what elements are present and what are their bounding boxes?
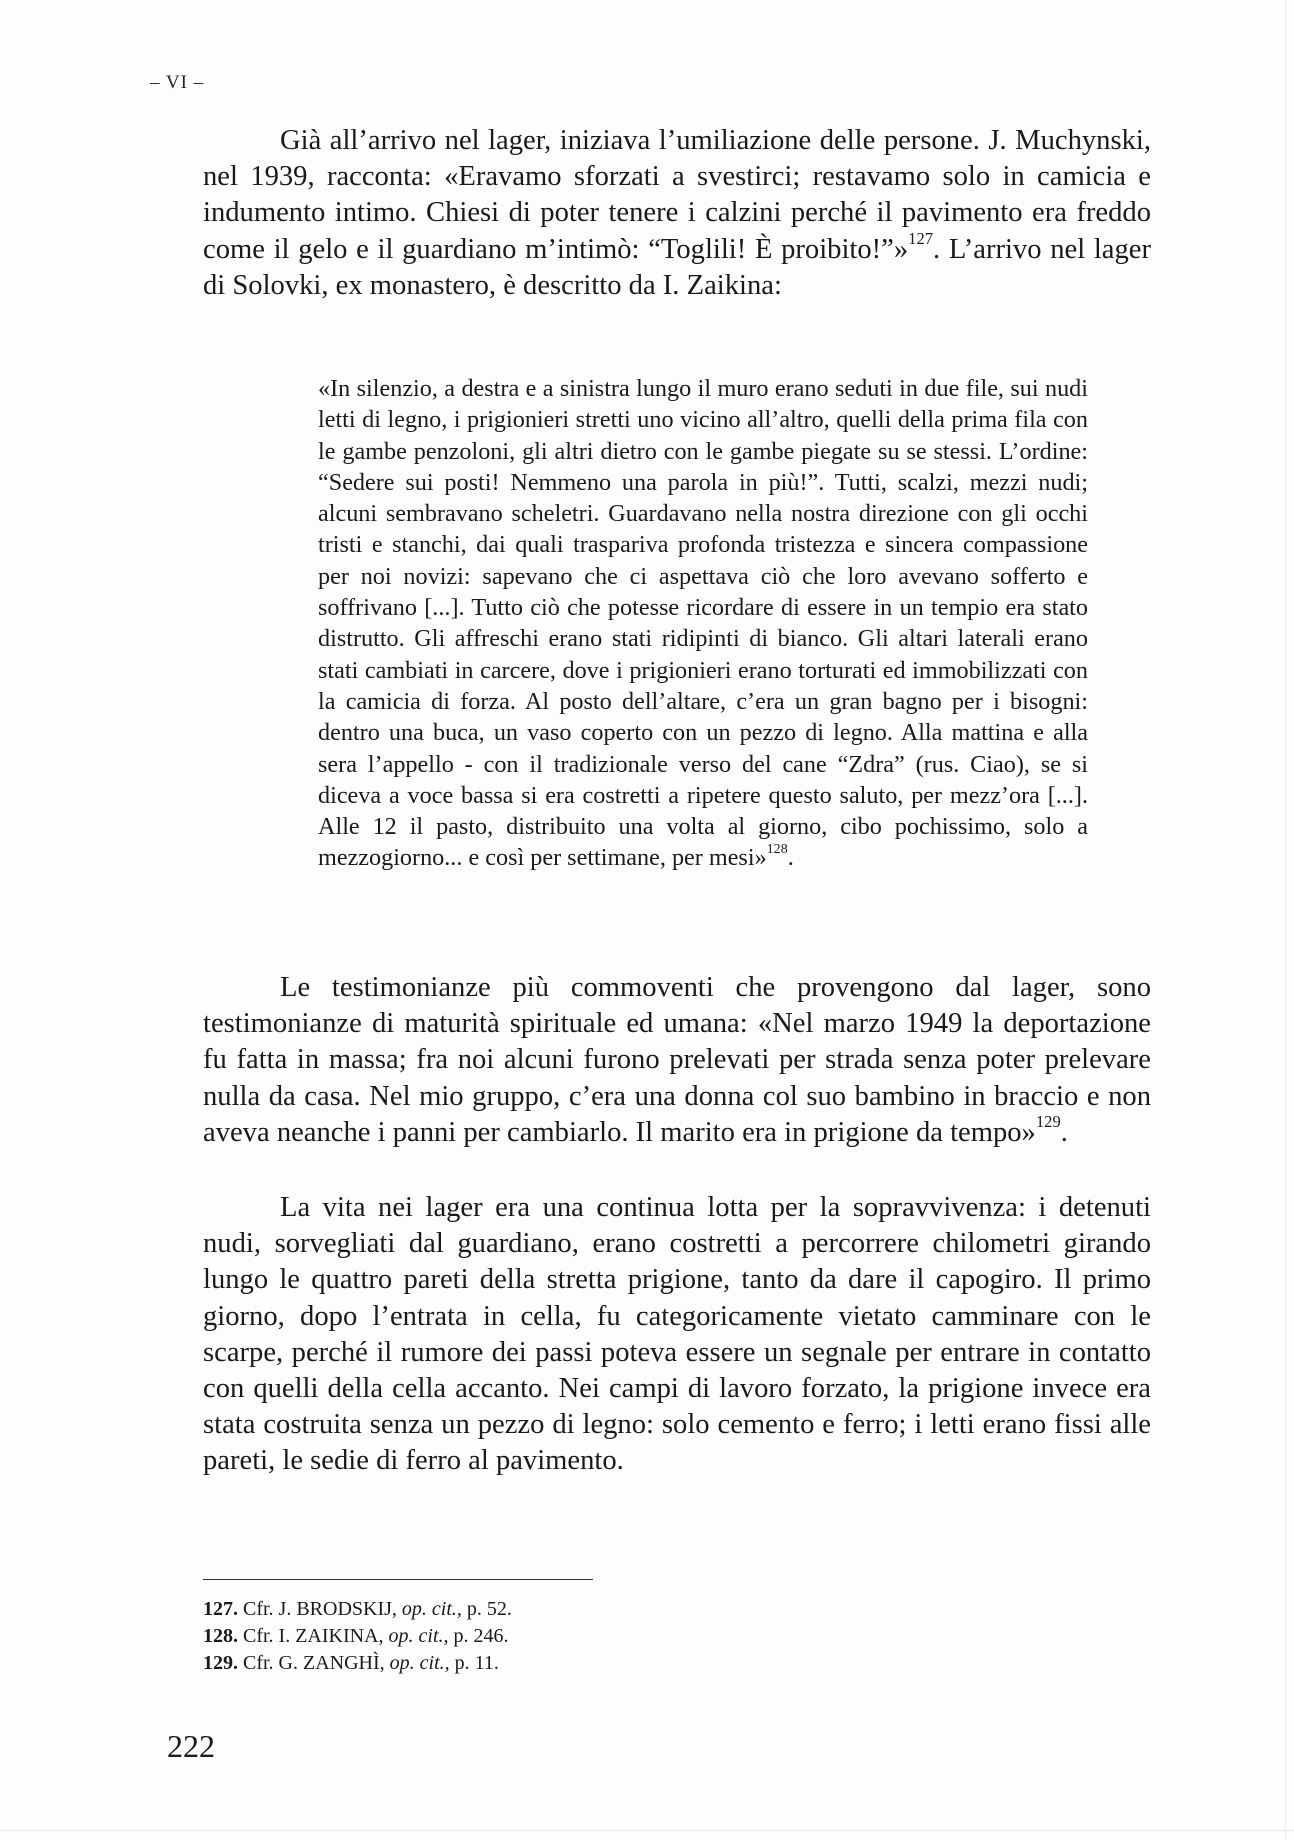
block-quote (318, 373, 1088, 874)
quote-text: «In silenzio, a destra e a sinistra lungo il muro erano seduti in due file, sui nudi letti di legno, i prigionieri stretti uno vicino all’altro, quelli della prima fila con le gambe penzoloni, gli altri dietro con le gambe piegate su se stessi. L’ordine: “Sedere sui posti! Nemmeno una parola in più!”. Tutti, scalzi, mezzi nudi; alcuni sembravano scheletri. Guardavano nella nostra direzione con gli occhi tristi e stanchi, dai quali traspariva profonda tristezza e sincera compassione per noi novizi: sapevano che ci aspettava ciò che loro avevano sofferto e soffrivano [...]. Tutto ciò che potesse ricordare di essere in un tempio era stato distrutto. Gli affreschi erano stati ridipinti di bianco. Gli altari laterali erano stati cambiati in carcere, dove i prigionieri erano torturati ed immobilizzati con la camicia di forza. Al posto dell’altare, c’era un gran bagno per i bisogni: dentro una buca, un vaso coperto con un pezzo di legno. Alla mattina e alla sera l’appello - con il tradizionale verso del cane “Zdra” (rus. Ciao), se si diceva a voce bassa si era costretti a ripetere questo saluto, per mezz’ora [...]. Alle 12 il pasto, distribuito una volta al giorno, cibo pochissimo, solo a mezzogiorno... e così per settimane, per mesi» (318, 375, 1088, 872)
paragraph-text: . L’arrivo nel lager di Solovki, ex monastero, è descritto da I. Zaikina: (203, 233, 1151, 301)
paragraph-text: Le testimonianze più commoventi che provengono dal lager, sono testimonianze di maturità spirituale ed umana: «Nel marzo 1949 la deportazione fu fatta in massa; fra noi alcuni furono prelevati per strada senza poter prelevare nulla da casa. Nel mio gruppo, c’era una donna col suo bambino in braccio e non aveva neanche i panni per cambiarlo. Il marito era in prigione da tempo» (203, 972, 1151, 1148)
paragraph-end: . (1060, 1116, 1068, 1148)
running-head: – VI – (150, 72, 205, 93)
footnote-number: 129. (203, 1652, 238, 1674)
footnote-separator (203, 1579, 593, 1580)
paragraph-text: La vita nei lager era una continua lotta per la sopravvivenza: i detenuti nudi, sorvegliati dal guardiano, erano costretti a percorrere chilometri girando lungo le quattro pareti della stretta prigione, tanto da dare il capogiro. Il primo giorno, dopo l’entrata in cella, fu categoricamente vietato camminare con le scarpe, perché il rumore dei passi poteva essere un segnale per entrare in contatto con quelli della cella accanto. Nei campi di lavoro forzato, la prigione invece era stata costruita senza un pezzo di legno: solo cemento e ferro; i letti erano fissi alle pareti, le sedie di ferro al pavimento. (203, 1192, 1151, 1477)
scan-right-edge (1285, 0, 1286, 1840)
footnote-129 (203, 1650, 512, 1677)
scan-bottom-line (0, 1830, 1294, 1831)
footnote-number: 127. (203, 1598, 238, 1620)
footnote-italic: op. cit., (388, 1625, 449, 1647)
footnotes (203, 1596, 512, 1677)
footnote-ref-129: 129 (1035, 1111, 1061, 1131)
footnote-text: Cfr. G. ZANGHÌ, (243, 1652, 385, 1674)
page-number: 222 (167, 1728, 215, 1764)
footnote-ref-127: 127 (908, 228, 934, 248)
footnote-number: 128. (203, 1625, 238, 1647)
footnote-italic: op. cit., (401, 1598, 462, 1620)
footnote-text: Cfr. I. ZAIKINA, (243, 1625, 384, 1647)
footnote-ref-128: 128 (766, 841, 788, 858)
footnote-page: p. 246. (453, 1625, 509, 1647)
footnote-italic: op. cit., (389, 1652, 450, 1674)
paragraph-text: Già all’arrivo nel lager, iniziava l’umiliazione delle persone. J. Muchynski, nel 1939, racconta: «Eravamo sforzati a svestirci; restavamo solo in camicia e indumento intimo. Chiesi di poter tenere i calzini perché il pavimento era freddo come il gelo e il guardiano m’intimò: “Toglili! È proibito!”» (203, 125, 1151, 265)
footnote-page: p. 52. (466, 1598, 512, 1620)
body-paragraph-3 (203, 1190, 1151, 1480)
quote-end: . (787, 844, 794, 872)
footnote-text: Cfr. J. BRODSKIJ, (243, 1598, 397, 1620)
footnote-page: p. 11. (454, 1652, 499, 1674)
footnote-127 (203, 1596, 512, 1623)
footnote-128 (203, 1623, 512, 1650)
body-paragraph-2 (203, 970, 1151, 1151)
body-paragraph-1 (203, 123, 1151, 304)
